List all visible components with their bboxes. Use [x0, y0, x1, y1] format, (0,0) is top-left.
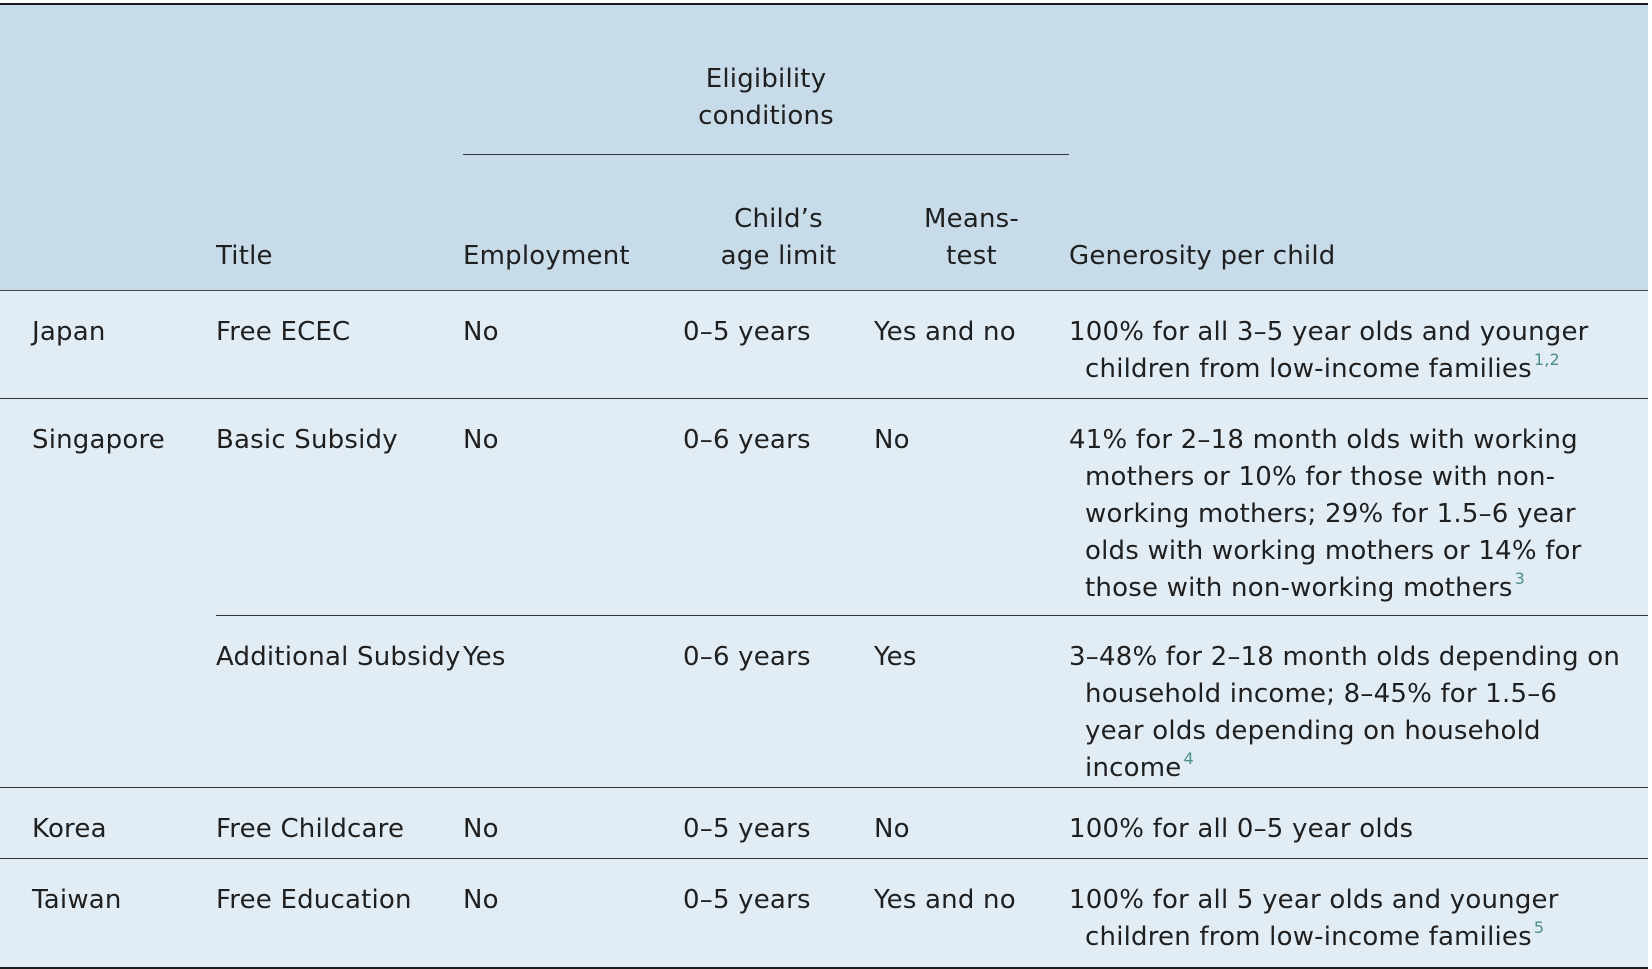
- table-body: [0, 291, 1648, 969]
- table-row-singapore-basic: [0, 399, 1648, 616]
- generosity-cell: [1069, 399, 1648, 616]
- title-text: Free Education: [216, 885, 412, 915]
- table-row-japan: [0, 291, 1648, 399]
- table-header: [0, 4, 1648, 291]
- header-title: Title: [216, 155, 463, 291]
- header-generosity: Generosity per child: [1069, 155, 1648, 291]
- employment-cell: No: [463, 859, 683, 969]
- eligibility-line-1: Eligibility: [705, 64, 827, 94]
- means-test-cell: No: [874, 399, 1069, 616]
- footnote-marker: 5: [1533, 918, 1545, 937]
- employment-cell: No: [463, 399, 683, 616]
- age-limit-cell: 0–5 years: [683, 291, 874, 399]
- generosity-text-wrap: [1069, 422, 1622, 607]
- title-cell: Basic Subsidy: [216, 399, 463, 616]
- header-age-limit: [683, 155, 874, 291]
- header-employment: Employment: [463, 155, 683, 291]
- age-limit-line-1: Child’s: [734, 204, 823, 234]
- age-limit-cell: 0–6 years: [683, 616, 874, 788]
- employment-cell: No: [463, 788, 683, 859]
- country-cell: Taiwan: [0, 859, 216, 969]
- eligibility-rule: [463, 154, 1069, 155]
- generosity-cell: [1069, 291, 1648, 399]
- generosity-text: 100% for all 0–5 year olds: [1069, 814, 1414, 844]
- generosity-text-wrap: [1069, 639, 1622, 787]
- eligibility-line-2: conditions: [698, 101, 834, 131]
- country-cell: Singapore: [0, 399, 216, 788]
- generosity-text: 100% for all 3–5 year olds and younger children from low-income families: [1069, 317, 1589, 384]
- generosity-cell: [1069, 788, 1648, 859]
- generosity-text-wrap: [1069, 882, 1622, 956]
- header-country: [0, 155, 216, 291]
- age-limit-cell: 0–5 years: [683, 788, 874, 859]
- title-cell: [216, 859, 463, 969]
- country-cell: Korea: [0, 788, 216, 859]
- childcare-policy-table: [0, 3, 1648, 969]
- title-cell: [216, 616, 463, 788]
- generosity-cell: [1069, 616, 1648, 788]
- header-generosity-spacer: [1069, 4, 1648, 155]
- footnote-marker: 1,2: [1533, 350, 1560, 369]
- means-test-cell: Yes and no: [874, 291, 1069, 399]
- header-country-spacer: [0, 4, 216, 155]
- age-limit-line-2: age limit: [720, 241, 837, 271]
- country-cell: Japan: [0, 291, 216, 399]
- title-cell: Free ECEC: [216, 291, 463, 399]
- table-row-korea: [0, 788, 1648, 859]
- employment-cell: Yes: [463, 616, 683, 788]
- header-means-test: [874, 155, 1069, 291]
- header-eligibility-conditions: [463, 4, 1069, 155]
- means-test-line-1: Means-: [924, 204, 1019, 234]
- footnote-marker: 3: [1514, 569, 1525, 588]
- age-limit-cell: 0–6 years: [683, 399, 874, 616]
- means-test-cell: Yes and no: [874, 859, 1069, 969]
- header-title-spacer: [216, 4, 463, 155]
- generosity-cell: [1069, 859, 1648, 969]
- table-row-taiwan: [0, 859, 1648, 969]
- generosity-text: 3–48% for 2–18 month olds depending on household income; 8–45% for 1.5–6 year olds depending on household income: [1069, 642, 1621, 783]
- generosity-text-wrap: [1069, 314, 1622, 388]
- title-text: Additional Subsidy: [216, 642, 461, 672]
- generosity-text: 100% for all 5 year olds and younger children from low-income families: [1069, 885, 1559, 952]
- generosity-text: 41% for 2–18 month olds with working mothers or 10% for those with non-working mothers; 29% for 1.5–6 year olds with working mothers or 14% for those with non-working mothers: [1069, 425, 1582, 603]
- means-test-line-2: test: [946, 241, 997, 271]
- table-row-singapore-additional: [0, 616, 1648, 788]
- employment-cell: No: [463, 291, 683, 399]
- title-cell: Free Childcare: [216, 788, 463, 859]
- age-limit-cell: 0–5 years: [683, 859, 874, 969]
- means-test-cell: No: [874, 788, 1069, 859]
- footnote-marker: 4: [1183, 749, 1194, 768]
- means-test-cell: Yes: [874, 616, 1069, 788]
